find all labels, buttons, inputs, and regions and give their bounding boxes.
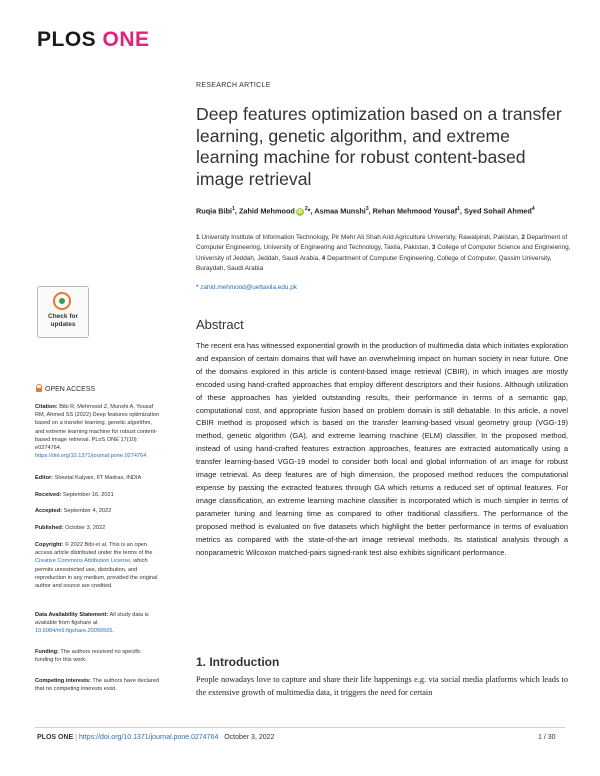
accepted-label: Accepted: [35,508,63,514]
affil-num: 3 [431,244,436,252]
accepted-block [35,507,160,515]
editor-label: Editor: [35,475,54,481]
author-affil-sup: 3 [365,206,369,212]
author[interactable]: Asmaa Munshi [314,206,366,216]
published-label: Published: [35,525,64,531]
author[interactable]: Syed Sohail Ahmed [463,206,532,216]
affil-num: 4 [321,254,326,262]
author-affil-sup: 4 [531,206,535,212]
citation-label: Citation: [35,404,58,410]
abstract-heading: Abstract [196,317,244,332]
open-access-text: OPEN ACCESS [45,386,96,393]
intro-heading: 1. Introduction [196,655,280,669]
badge-line-1: Check for [48,313,78,320]
abstract-text: The recent era has witnessed exponential growth in the production of multimedia data which initiates exploration and expansion of certain domains that will have an overwhelming impact on human society in near future. One of the domains explored in this article is content-based image retrieval (CBIR), in which images are mostly encoded using hand-crafted approaches that employ different descriptors and their fusions. Although utilization of these approaches has yielded outstanding results, their performance in terms of a semantic gap, computational cost, and appropriate fusion based on problem domain is still debatable. In this article, a novel CBIR method is proposed which is based on the transfer learning-based visual geometry group (VGG-19) method, genetic algorithm (GA), and extreme learning machine (ELM) classifier. In the proposed method, instead of using hand-crafted features extraction approaches, features are extracted automatically using a transfer learning-based VGG-19 model to consider both local and global information of an image for robust image retrieval. As deep features are of high dimension, the proposed method reduces the computational expense by passing the extracted features through GA which returns a reduced set of optimal features. For image classification, an extreme learning machine classifier is incorporated which is much simpler in terms of parameter tuning and learning time as compared to other traditional classifiers. The performance of the proposed method is evaluated on five datasets which highlight the better performance in terms of evaluation metrics as compared with the state-of-the-art image retrieval methods. Its statistical analysis through a nonparametric Wilcoxon matched-pairs signed-rank test also exhibits significant performance. [196,341,568,557]
author-affil-sup: 2 [304,206,308,212]
author-list [196,204,566,217]
badge-label [38,313,88,329]
footer-doi-link[interactable]: https://doi.org/10.1371/journal.pone.0274764 [79,734,219,741]
author[interactable]: Ruqia Bibi [196,206,233,216]
journal-logo [37,28,150,52]
email-link[interactable]: zahid.mehmood@uettaxila.edu.pk [200,284,297,291]
affil-num: 1 [196,234,200,241]
affil-text: Department of Computer Engineering, College of Computer, Qassim University, Buraydah, Saudi Arabia [196,254,552,273]
funding-text: The authors received no specific funding for this work. [35,649,141,664]
article-title: Deep features optimization based on a transfer learning, genetic algorithm, and extreme learning machine for robust content-based image retrieval [196,104,562,190]
intro-text: People nowadays love to capture and share their life happenings e.g. via social media platforms which leads to the extensive growth of multimedia data, it triggers the need for certain [196,675,568,697]
funding-label: Funding: [35,649,59,655]
footer-date: October 3, 2022 [224,734,275,741]
check-updates-icon [53,292,71,310]
received-text: September 16, 2021 [61,492,114,498]
funding-block [35,648,160,664]
data-availability-text: All study data is available from figshare at [35,612,149,627]
data-availability-label: Data Availability Statement: [35,612,109,618]
open-lock-icon [36,384,42,392]
received-block [35,491,160,499]
editor-text: Sheetal Kalyani, IIT Madras, INDIA [53,475,142,481]
copyright-text: © 2022 Bibi et al. This is an open access article distributed under the terms of the [35,542,153,557]
footer-divider [35,727,565,728]
article-type: RESEARCH ARTICLE [196,82,271,89]
data-availability-block [35,611,160,636]
author-separator: , [234,206,239,216]
author-affil-sup: 1 [232,206,235,212]
affil-text: University Institute of Information Technology, Pir Mehr Ali Shah Arid Agriculture University, Rawalpindi, Pakistan, [199,234,522,241]
check-for-updates-badge[interactable] [37,286,89,338]
data-availability-end: . [112,628,115,635]
citation-block [35,403,160,460]
editor-block [35,474,160,482]
orcid-icon[interactable]: iD [297,208,303,215]
received-label: Received: [35,492,62,498]
author[interactable]: Rehan Mehmood Yousaf [372,206,458,216]
competing-interests-text: The authors have declared that no competing interests exist. [35,678,159,693]
copyright-text-end: , which permits unrestricted use, distribution, and reproduction in any medium, provided the original author and source are credited. [35,558,158,590]
author-affil-sup: 1 [457,206,460,212]
citation-doi-link[interactable]: https://doi.org/10.1371/journal.pone.0274764 [35,453,147,460]
author-separator: , [459,206,464,216]
competing-interests-block [35,677,160,693]
corresponding-email [196,284,297,291]
footer-brand: PLOS ONE [37,734,74,741]
accepted-text: September 4, 2022 [62,508,112,514]
corresponding-mark: * [307,206,311,216]
author-separator: , [368,206,373,216]
citation-text: Bibi R, Mehmood Z, Munshi A, Yousaf RM, Ahmed SS (2022) Deep features optimization based on a transfer learning, genetic algorithm, and extreme learning machine for robust content-based image retrieval. PLoS ONE 17(10): e0274764. [35,404,160,452]
published-block [35,524,160,532]
logo-plos: PLOS [37,28,97,51]
page-number: 1 / 30 [538,734,556,741]
logo-one: ONE [102,28,150,51]
footer-separator: | [75,734,78,741]
affil-num: 2 [521,234,525,241]
copyright-block [35,541,160,590]
page-footer [37,734,274,741]
figshare-link[interactable]: 10.6084/m9.figshare.20056505 [35,628,113,635]
email-prefix: * [196,284,201,291]
affiliations [196,233,571,275]
published-text: October 3, 2022 [63,525,106,531]
open-access-label [36,384,95,393]
competing-interests-label: Competing interests: [35,678,91,684]
affil-text: College of Computer Science and Engineering, University of Jeddah, Jeddah, Saudi Arabia, [196,244,571,262]
author-separator: , [310,206,315,216]
badge-line-2: updates [50,321,76,328]
license-link[interactable]: Creative Commons Attribution License [35,558,131,565]
copyright-label: Copyright: [35,542,64,548]
affil-text: Department of Computer Engineering, University of Engineering and Technology, Taxila, Pakistan, [196,234,568,252]
author[interactable]: Zahid Mehmood [238,206,295,216]
